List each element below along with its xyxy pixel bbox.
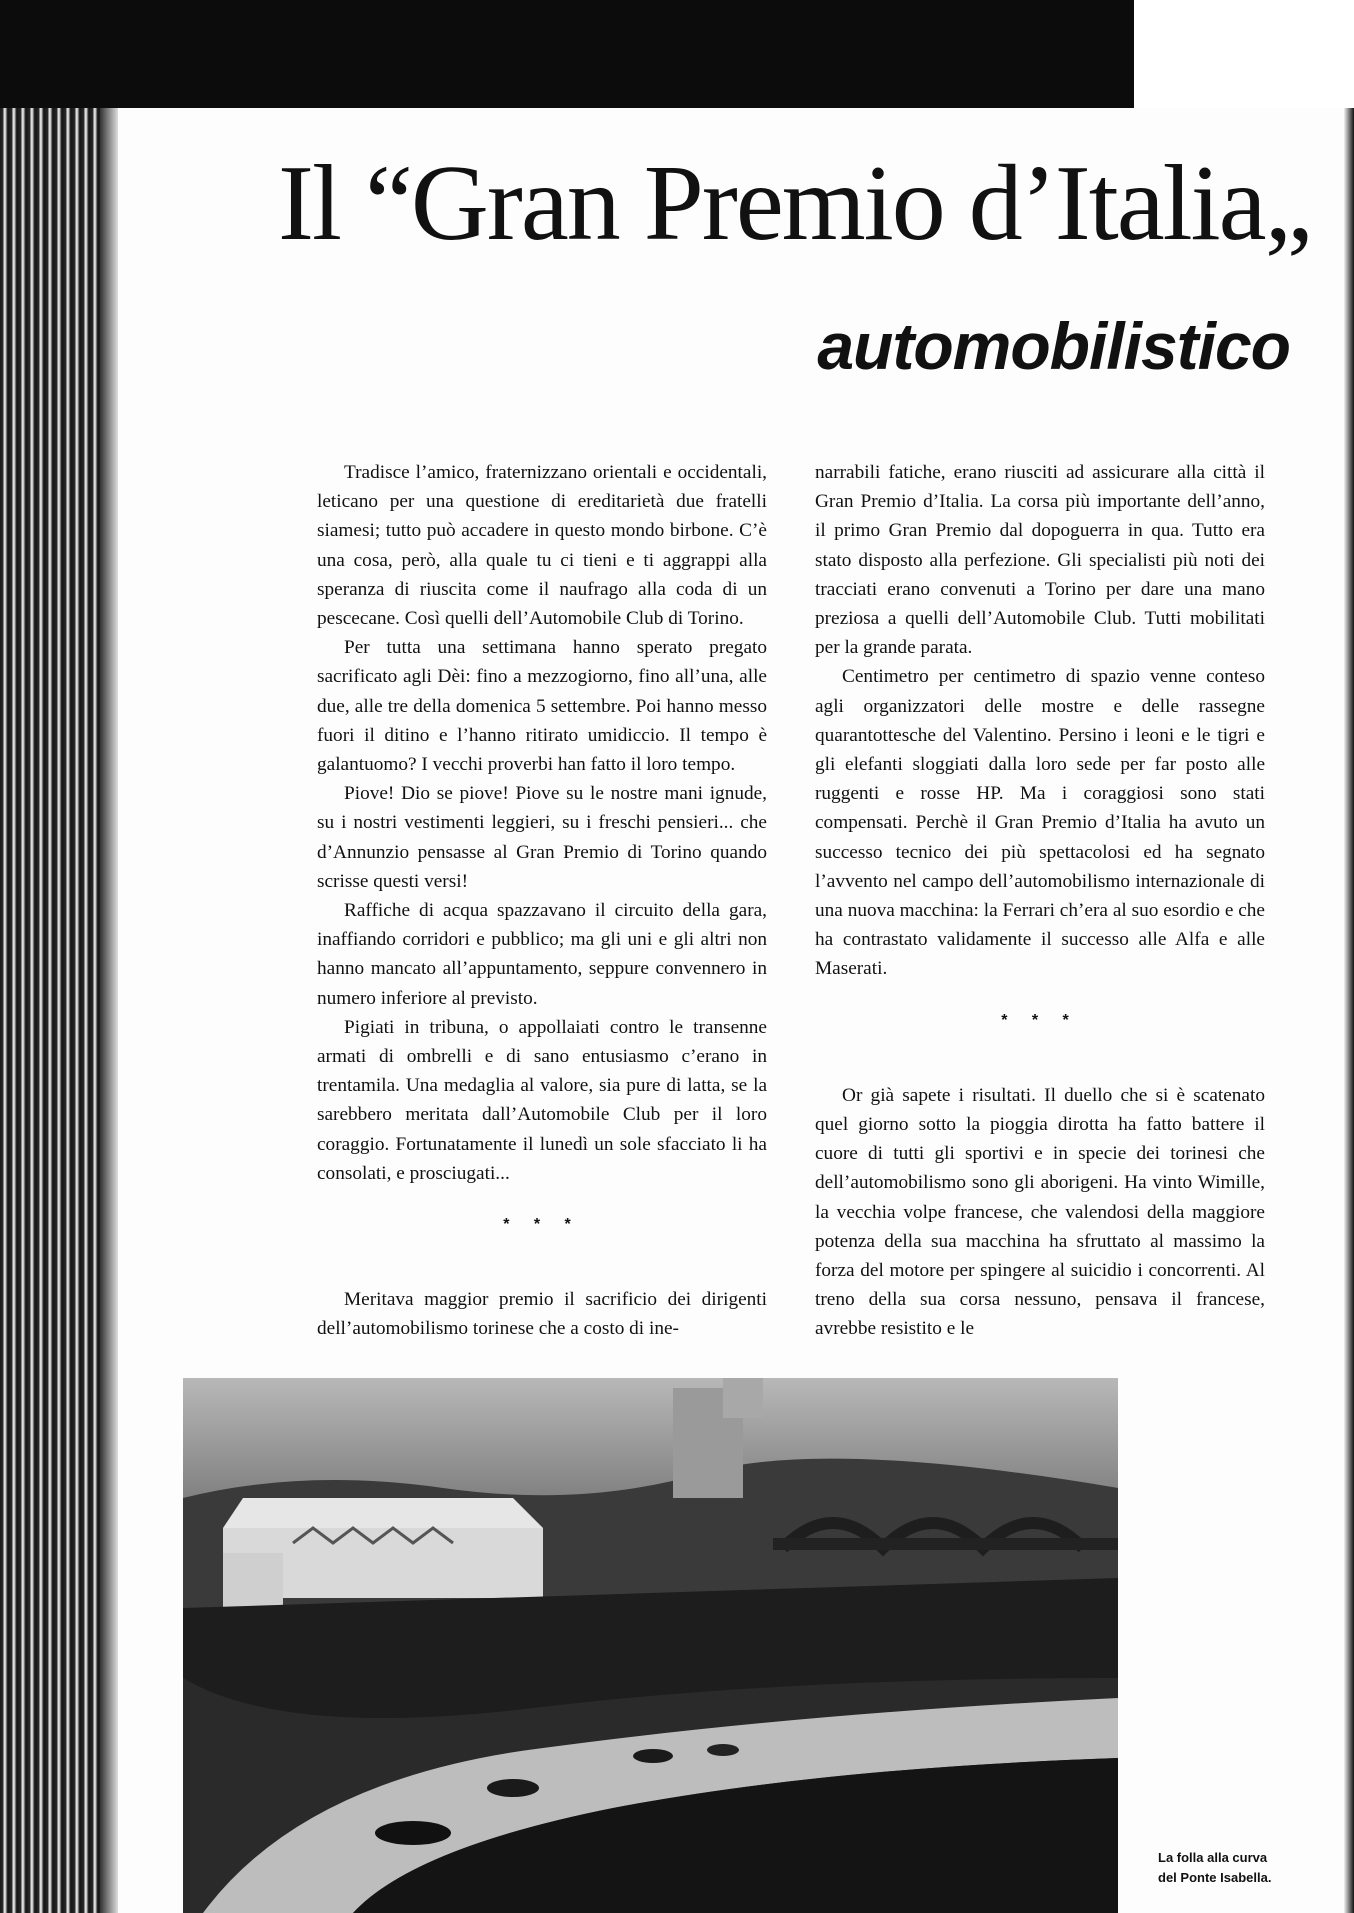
paragraph: Pigiati in tribuna, o appollaiati contro le transenne armati di ombrelli e di sano entusiasmo c’erano in trentamila. Una medaglia al valore, sia pure di latta, se la sarebbero meritata dall’Automobile Club per il loro coraggio. Fortunatamente il lunedì un sole sfacciato li ha consolati, e prosciugati... bbox=[317, 1016, 767, 1184]
article-title: Il “Gran Premio d’Italia„ bbox=[278, 144, 1311, 263]
paragraph: Piove! Dio se piove! Piove su le nostre mani ignude, su i nostri vestimenti leggieri, su i freschi pensieri... che d’Annunzio pensasse al Gran Premio di Torino quando scrisse questi versi! bbox=[317, 783, 767, 892]
article-subtitle: automobilistico bbox=[817, 309, 1290, 383]
paragraph: Raffiche di acqua spazzavano il circuito della gara, inaffiando corridori e pubblico; ma gli uni e gli altri non hanno mancato all’appuntamento, seppure convennero in numero inferiore al previsto. bbox=[317, 900, 767, 1009]
paragraph: Or già sapete i risultati. Il duello che si è scatenato quel giorno sotto la pioggia dirotta ha fatto battere il cuore di tutti gli sportivi e in specie dei torinesi che dell’automobilismo sono gli aborigeni. Ha vinto Wimille, la vecchia volpe francese, che valendosi della maggiore potenza della sua macchina ha sfruttato al massimo la forza del motore per spingere al suicidio i concorrenti. Al treno della sua corsa nessuno, pensava il francese, avrebbe resistito e le bbox=[815, 1084, 1265, 1340]
paragraph: Centimetro per centimetro di spazio venne conteso agli organizzatori delle mostre e delle rassegne quarantottesche del Valentino. Persino i leoni e le tigri e gli elefanti sloggiati dalla loro sede per far posto alle ruggenti e rosse HP. Ma i coraggiosi sono stati compensati. Perchè il Gran Premio d’Italia ha avuto un successo tecnico dei più spettacolosi ed ha segnato l’avvento nel campo dell’automobilismo internazionale di una nuova macchina: la Ferrari ch’era al suo esordio e che ha contrastato validamente il successo alle Alfa e alle Maserati. bbox=[815, 666, 1265, 980]
paragraph: narrabili fatiche, erano riusciti ad assicurare alla città il Gran Premio d’Italia. La corsa più importante dell’anno, il primo Gran Premio dal dopoguerra in qua. Tutto era stato disposto alla perfezione. Gli specialisti più noti dei tracciati erano convenuti a Torino per dare una mano preziosa a quelli dell’Automobile Club. Tutti mobilitati per la grande parata. bbox=[815, 462, 1265, 659]
section-divider: * * * bbox=[1001, 1011, 1079, 1029]
caption-line: del Ponte Isabella. bbox=[1158, 1870, 1272, 1885]
paragraph: Per tutta una settimana hanno sperato pregato sacrificato agli Dèi: fino a mezzogiorno, fino all’una, alle due, alle tre della domenica 5 settembre. Poi hanno messo fuori il ditino e l’hanno ritirato umidiccio. Il tempo è galantuomo? I vecchi proverbi han fatto il loro tempo. bbox=[317, 637, 767, 776]
scan-margin bbox=[1134, 0, 1354, 108]
page-right-shadow bbox=[1344, 108, 1354, 1913]
text-column-right bbox=[815, 458, 1265, 1344]
race-photo-image bbox=[183, 1378, 1118, 1913]
caption-line: La folla alla curva bbox=[1158, 1850, 1268, 1865]
section-divider: * * * bbox=[503, 1216, 581, 1234]
paragraph: Meritava maggior premio il sacrificio dei dirigenti dell’automobilismo torinese che a costo di ine- bbox=[317, 1289, 767, 1340]
text-column-left bbox=[317, 458, 767, 1344]
photo-caption bbox=[1158, 1848, 1308, 1888]
paragraph: Tradisce l’amico, fraternizzano orientali e occidentali, leticano per una questione di ereditarietà due fratelli siamesi; tutto può accadere in questo mondo birbone. C’è una cosa, però, alla quale tu ci tieni e ti aggrappi alla speranza di riuscita come il naufrago alla coda di un pescecane. Così quelli dell’Automobile Club di Torino. bbox=[317, 462, 767, 630]
book-page-edges bbox=[0, 108, 118, 1913]
race-photo bbox=[183, 1378, 1118, 1913]
scan-border-top bbox=[0, 0, 1134, 108]
